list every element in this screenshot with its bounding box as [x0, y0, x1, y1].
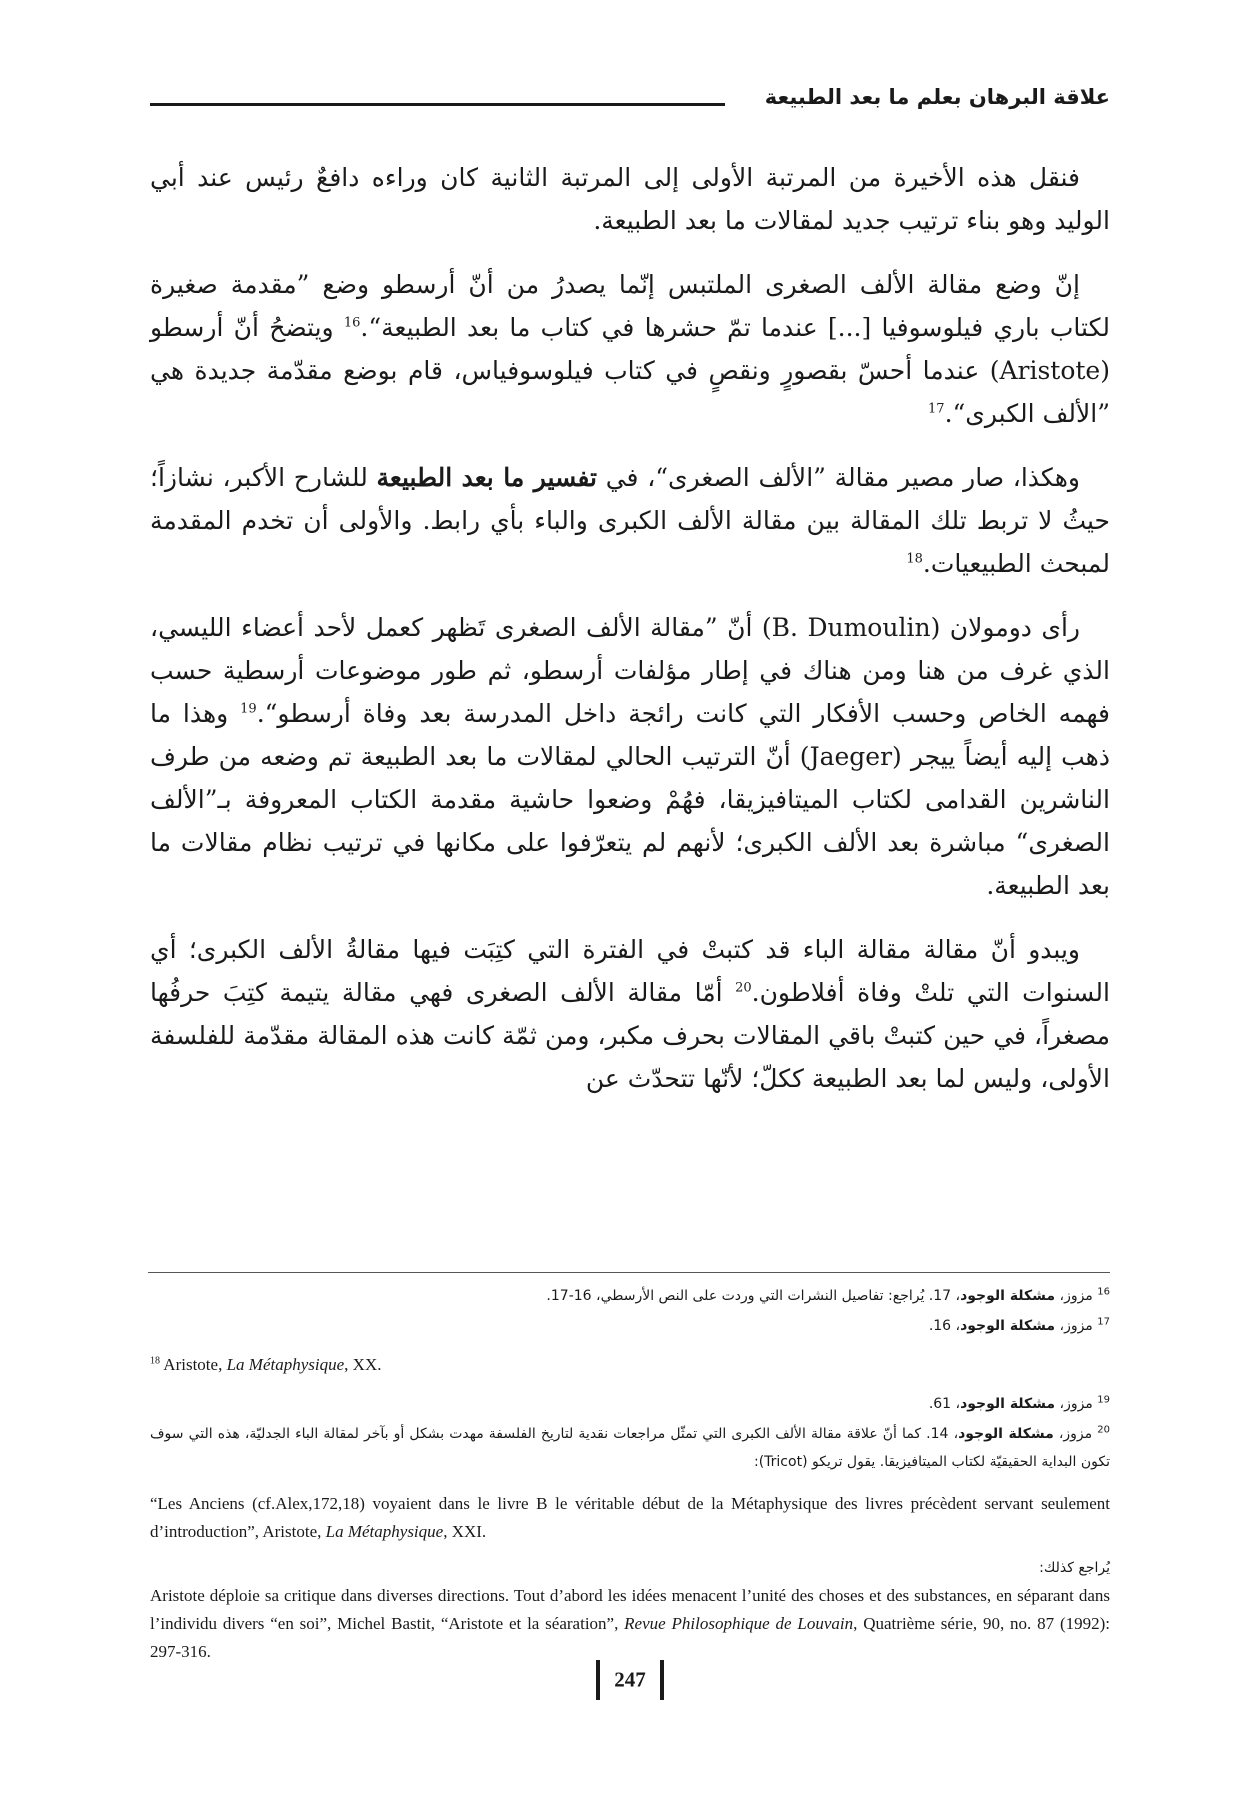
- footnote-ref[interactable]: 16: [343, 315, 361, 331]
- paragraph: رأى دومولان (B. Dumoulin) أنّ ”مقالة الألف الصغرى تَظهر كعمل لأحد أعضاء الليسي، الذي غرف من هنا ومن هناك في إطار مؤلفات أرسطو، ثم طور موضوعات أرسطية حسب فهمه الخاص وحسب الأفكار التي كانت رائجة داخل المدرسة بعد وفاة أرسطو“.$^{19}$ وهذا ما ذهب إليه أيضاً ييجر (Jaeger) أنّ الترتيب الحالي لمقالات ما بعد الطبيعة تم وضعه من طرف الناشرين القدامى لكتاب الميتافيزيقا، فهُمْ وضعوا حاشية مقدمة الكتاب المعروفة بـ”الألف الصغرى“ مباشرة بعد الألف الكبرى؛ لأنهم لم يتعرّفوا على مكانها في ترتيب نظام مقالات ما بعد الطبيعة.: [150, 613, 1110, 900]
- running-header: [150, 82, 1110, 118]
- see-also-label: يُراجع كذلك:: [1039, 1560, 1110, 1576]
- paragraph: فنقل هذه الأخيرة من المرتبة الأولى إلى المرتبة الثانية كان وراءه دافعٌ رئيس عند أبي الوليد وهو بناء ترتيب جديد لمقالات ما بعد الطبيعة.: [150, 163, 1110, 235]
- footnote-18: $^{18}$ Aristote, La Métaphysique, XX.: [150, 1355, 382, 1374]
- bastit-citation: Aristote déploie sa critique dans diverses directions. Tout d’abord les idées menacent l’unité des choses et des substances, en séparant dans l’individu divers “en soi”, Michel Bastit, “Aristote et la séaration”, Revue Philosophique de Louvain, Quatrième série, 90, no. 87 (1992): 297-316.: [150, 1586, 1110, 1661]
- footnote-16: $^{16}$ مزوز، مشكلة الوجود، 17. يُراجع: تفاصيل النشرات التي وردت على النص الأرسطي، 16-17.: [546, 1286, 1110, 1304]
- running-title: علاقة البرهان بعلم ما بعد الطبيعة: [764, 85, 1110, 109]
- footnote-rule: [148, 1272, 1110, 1273]
- tricot-quote: “Les Anciens (cf.Alex,172,18) voyaient dans le livre B le véritable début de la Métaphysique des livres précèdent servant seulement d’introduction”, Aristote, La Métaphysique, XXI.: [150, 1494, 1110, 1541]
- page-number: 247: [0, 1660, 1260, 1700]
- footnote-ref[interactable]: 19: [240, 701, 257, 717]
- footnote-ref[interactable]: 17: [928, 401, 945, 417]
- footnote-17: $^{17}$ مزوز، مشكلة الوجود، 16.: [928, 1316, 1110, 1334]
- page-number-bar: [660, 1660, 664, 1700]
- footnote-ref[interactable]: 18: [906, 551, 923, 567]
- paragraph: وهكذا، صار مصير مقالة ”الألف الصغرى“، في تفسير ما بعد الطبيعة للشارح الأكبر، نشازاً؛ حيثُ لا تربط تلك المقالة بين مقالة الألف الكبرى والباء بأي رابط. والأولى أن تخدم المقدمة لمبحث الطبيعيات.$^{18}$: [150, 463, 1110, 578]
- book-title: تفسير ما بعد الطبيعة: [376, 463, 597, 492]
- footnote-20: $^{20}$ مزوز، مشكلة الوجود، 14. كما أنّ علاقة مقالة الألف الكبرى التي تمثّل مراجعات نقدية لتاريخ الفلسفة مهدت بشكل أو بآخر لمقالة الباء الجدليّة، هذه التي سوف تكون البداية الحقيقيّة لكتاب الميتافيزيقا. يقول تريكو (Tricot):: [150, 1424, 1110, 1470]
- paragraph: ويبدو أنّ مقالة مقالة الباء قد كتبتْ في الفترة التي كتِبَت فيها مقالةُ الألف الكبرى؛ أي السنوات التي تلتْ وفاة أفلاطون.$^{20}$ أمّا مقالة الألف الصغرى فهي مقالة يتيمة كتِبَ حرفُها مصغراً، في حين كتبتْ باقي المقالات بحرف مكبر، ومن ثمّة كانت هذه المقالة مقدّمة للفلسفة الأولى، وليس لما بعد الطبيعة ككلّ؛ لأنّها تتحدّث عن: [150, 935, 1110, 1093]
- footnote-ref[interactable]: 20: [735, 980, 752, 996]
- body-text: [150, 156, 1110, 1121]
- header-rule: [150, 103, 725, 106]
- footnote-19: $^{19}$ مزوز، مشكلة الوجود، 61.: [928, 1394, 1110, 1412]
- page-number-bar: [596, 1660, 600, 1700]
- paragraph: إنّ وضع مقالة الألف الصغرى الملتبس إنّما يصدرُ من أنّ أرسطو وضع ”مقدمة صغيرة لكتاب باري فيلوسوفيا [...] عندما تمّ حشرها في كتاب ما بعد الطبيعة“.$^{16}$ ويتضحُ أنّ أرسطو (Aristote) عندما أحسّ بقصورٍ ونقصٍ في كتاب فيلوسوفياس، قام بوضع مقدّمة جديدة هي ”الألف الكبرى“.$^{17}$: [150, 270, 1110, 428]
